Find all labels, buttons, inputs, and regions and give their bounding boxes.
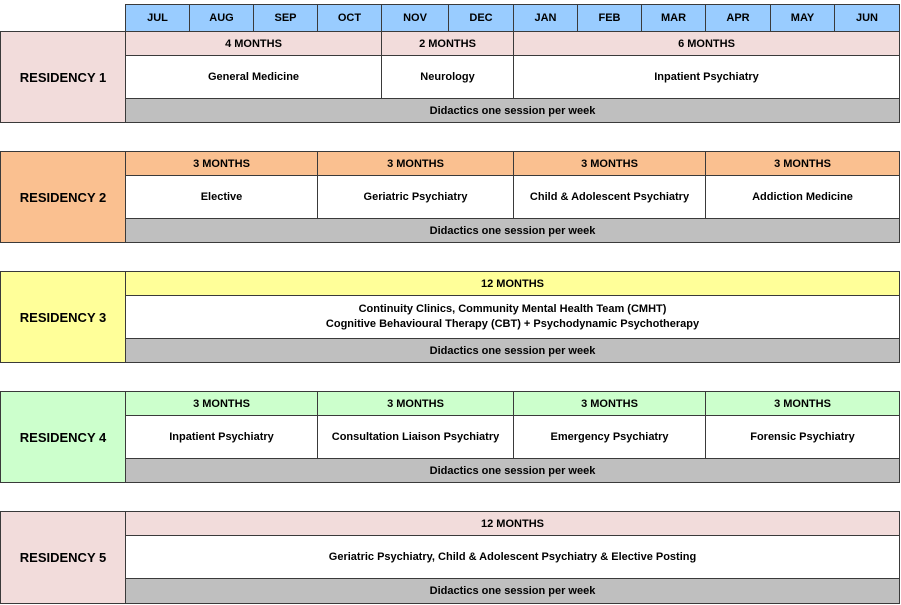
month-header-feb: FEB [577, 4, 642, 32]
residency-5-block-1-rotation: Geriatric Psychiatry, Child & Adolescent Psychiatry & Elective Posting [125, 535, 900, 579]
residency-1-block-2-rotation: Neurology [381, 55, 514, 99]
residency-2-didactics: Didactics one session per week [125, 218, 900, 243]
residency-1-block-3-rotation: Inpatient Psychiatry [513, 55, 900, 99]
month-header-jan: JAN [513, 4, 578, 32]
residency-3-rotation-line-2: Cognitive Behavioural Therapy (CBT) + Psychodynamic Psychotherapy [325, 318, 700, 330]
residency-2-block-4-duration: 3 MONTHS [705, 151, 900, 176]
residency-2-label: RESIDENCY 2 [0, 151, 126, 243]
residency-3-label: RESIDENCY 3 [0, 271, 126, 363]
residency-4-block-3-rotation: Emergency Psychiatry [513, 415, 706, 459]
residency-5-label: RESIDENCY 5 [0, 511, 126, 604]
month-header-jul: JUL [125, 4, 190, 32]
residency-4-block-1-duration: 3 MONTHS [125, 391, 318, 416]
month-header-may: MAY [770, 4, 835, 32]
residency-3-block-1-rotation [125, 295, 900, 339]
month-header-oct: OCT [317, 4, 382, 32]
residency-4-block-3-duration: 3 MONTHS [513, 391, 706, 416]
month-header-nov: NOV [381, 4, 449, 32]
residency-2-block-2-rotation: Geriatric Psychiatry [317, 175, 514, 219]
residency-1-label: RESIDENCY 1 [0, 31, 126, 123]
residency-1-didactics: Didactics one session per week [125, 98, 900, 123]
residency-1-block-3-duration: 6 MONTHS [513, 31, 900, 56]
residency-4-block-2-duration: 3 MONTHS [317, 391, 514, 416]
month-header-apr: APR [705, 4, 771, 32]
month-header-aug: AUG [189, 4, 254, 32]
month-header-jun: JUN [834, 4, 900, 32]
residency-4-block-4-duration: 3 MONTHS [705, 391, 900, 416]
residency-5-didactics: Didactics one session per week [125, 578, 900, 604]
residency-1-block-1-duration: 4 MONTHS [125, 31, 382, 56]
residency-2-block-1-duration: 3 MONTHS [125, 151, 318, 176]
residency-2-block-1-rotation: Elective [125, 175, 318, 219]
residency-4-label: RESIDENCY 4 [0, 391, 126, 483]
residency-3-rotation-line-1: Continuity Clinics, Community Mental Health Team (CMHT) [358, 303, 667, 315]
month-header-mar: MAR [641, 4, 706, 32]
residency-4-block-1-rotation: Inpatient Psychiatry [125, 415, 318, 459]
residency-4-didactics: Didactics one session per week [125, 458, 900, 483]
residency-2-block-2-duration: 3 MONTHS [317, 151, 514, 176]
residency-2-block-4-rotation: Addiction Medicine [705, 175, 900, 219]
residency-3-didactics: Didactics one session per week [125, 338, 900, 363]
residency-5-block-1-duration: 12 MONTHS [125, 511, 900, 536]
residency-4-block-4-rotation: Forensic Psychiatry [705, 415, 900, 459]
residency-3-block-1-duration: 12 MONTHS [125, 271, 900, 296]
residency-2-block-3-duration: 3 MONTHS [513, 151, 706, 176]
residency-1-block-1-rotation: General Medicine [125, 55, 382, 99]
residency-4-block-2-rotation: Consultation Liaison Psychiatry [317, 415, 514, 459]
month-header-sep: SEP [253, 4, 318, 32]
month-header-dec: DEC [448, 4, 514, 32]
residency-2-block-3-rotation: Child & Adolescent Psychiatry [513, 175, 706, 219]
residency-1-block-2-duration: 2 MONTHS [381, 31, 514, 56]
